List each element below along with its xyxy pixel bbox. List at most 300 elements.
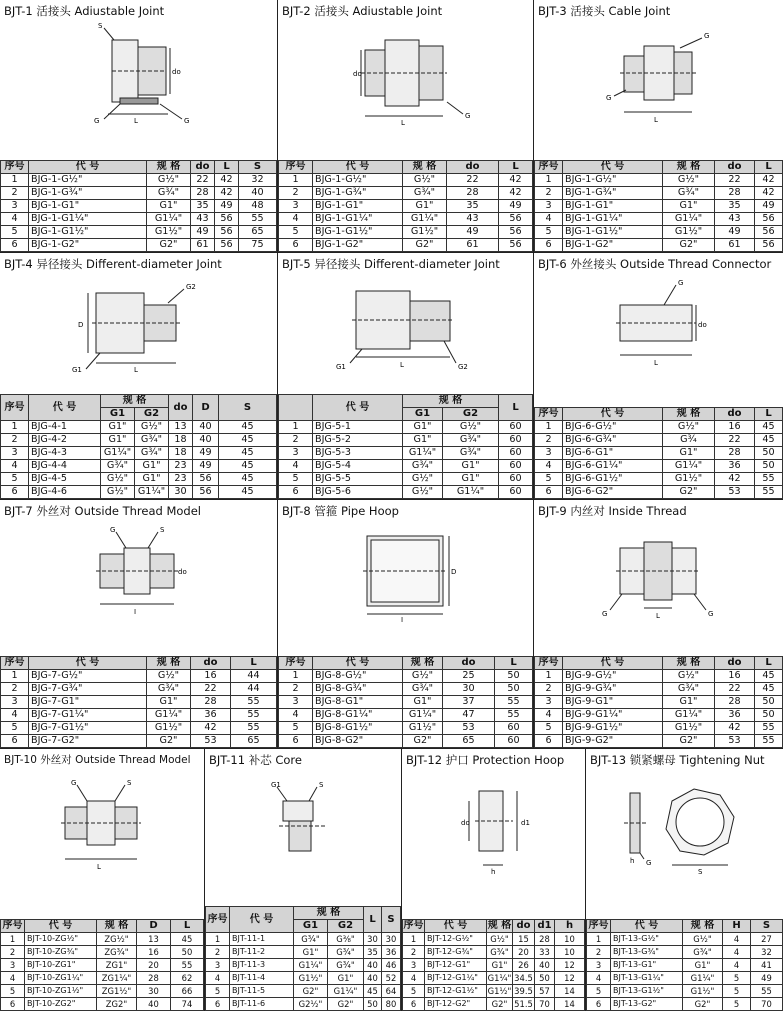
table-row: [1, 486, 277, 499]
panel-title: BJT-7 外丝对 Outside Thread Model: [4, 504, 201, 518]
table-cell: 22: [715, 683, 755, 696]
th-spec: 规 格: [403, 395, 499, 408]
table-cell: 28: [715, 696, 755, 709]
th-spec: 规 格: [147, 161, 191, 174]
dim-label: G: [93, 117, 99, 125]
table-cell: 41: [751, 959, 783, 972]
table-cell: BJT-10-ZG1¼": [25, 972, 97, 985]
table-cell: 3: [279, 200, 313, 213]
th-code: 代 号: [313, 161, 403, 174]
table-row: [1, 421, 277, 434]
panel-bjt-11: [205, 749, 402, 1011]
th-g2: G2: [443, 408, 499, 421]
table-cell: 5: [403, 985, 425, 998]
table-body: [1, 670, 277, 748]
table-cell: 10: [555, 946, 585, 959]
table-cell: G¾": [663, 683, 715, 696]
table-cell: 60: [495, 735, 533, 748]
table-cell: G¾": [663, 187, 715, 200]
th-code: 代 号: [29, 657, 147, 670]
table-cell: 27: [751, 933, 783, 946]
th-l: L: [755, 657, 783, 670]
table-cell: 28: [715, 447, 755, 460]
dim-label: G: [707, 610, 713, 618]
table-cell: BJG-9-G1¼": [563, 709, 663, 722]
table-row: [535, 421, 783, 434]
panel-title: BJT-11 补芯 Core: [209, 753, 302, 767]
table-cell: BJT-12-G1½": [425, 985, 487, 998]
table-cell: 60: [499, 486, 533, 499]
table-cell: BJT-12-G1": [425, 959, 487, 972]
table-body: [279, 670, 533, 748]
table-cell: 42: [715, 473, 755, 486]
th-spec: 规 格: [663, 657, 715, 670]
table-cell: 3: [403, 959, 425, 972]
table-row: [279, 722, 533, 735]
th-d: D: [137, 920, 171, 933]
th-no: 序号: [535, 408, 563, 421]
table-cell: 60: [499, 460, 533, 473]
th-l: L: [495, 657, 533, 670]
table-cell: BJT-11-3: [230, 959, 294, 972]
table-cell: 5: [1, 985, 25, 998]
table-cell: 3: [1, 696, 29, 709]
table-cell: 45: [755, 670, 783, 683]
table-cell: 55: [495, 709, 533, 722]
spec-table: [534, 160, 783, 252]
table-cell: 2: [279, 187, 313, 200]
table-cell: G1¼": [403, 447, 443, 460]
table-cell: 56: [499, 226, 533, 239]
table-body: [587, 933, 783, 1011]
table-cell: 50: [495, 670, 533, 683]
table-cell: 55: [171, 959, 204, 972]
table-cell: 3: [206, 959, 230, 972]
spec-table: [278, 160, 533, 252]
table-cell: 43: [715, 213, 755, 226]
table-row: [535, 722, 783, 735]
table-cell: 4: [723, 946, 751, 959]
table-cell: 49: [715, 226, 755, 239]
table-cell: BJG-8-G2": [313, 735, 403, 748]
table-cell: 55: [231, 722, 277, 735]
panel-bjt-13: [586, 749, 783, 1011]
table-cell: G1": [135, 460, 169, 473]
table-cell: BJG-6-G½": [563, 421, 663, 434]
table-cell: 53: [715, 735, 755, 748]
table-row: [279, 683, 533, 696]
dim-label: G1: [71, 366, 82, 374]
table-cell: 2: [535, 434, 563, 447]
dim-label: G2: [457, 363, 468, 371]
th-do: do: [715, 408, 755, 421]
table-cell: G1": [147, 696, 191, 709]
table-cell: BJG-5-2: [313, 434, 403, 447]
th-no: 序号: [279, 657, 313, 670]
table-body: [535, 670, 783, 748]
table-cell: 28: [715, 187, 755, 200]
table-row: [279, 735, 533, 748]
dim-label: D: [450, 568, 456, 576]
table-cell: G⅜": [328, 933, 364, 946]
th-d: D: [193, 395, 219, 421]
table-row: [1, 187, 277, 200]
table-row: [535, 434, 783, 447]
table-cell: 3: [1, 200, 29, 213]
table-cell: BJG-8-G1½": [313, 722, 403, 735]
table-cell: G½": [147, 174, 191, 187]
table-cell: 49: [447, 226, 499, 239]
table-cell: BJG-1-G1": [563, 200, 663, 213]
table-cell: 56: [755, 239, 783, 252]
table-cell: 2: [206, 946, 230, 959]
table-cell: 53: [443, 722, 495, 735]
table-cell: 16: [715, 670, 755, 683]
table-cell: 60: [499, 421, 533, 434]
th-do: do: [447, 161, 499, 174]
dim-label: L: [133, 117, 138, 125]
table-row: [279, 421, 533, 434]
table-cell: G¾": [147, 187, 191, 200]
dim-label: G: [71, 779, 77, 787]
table-cell: G2": [683, 998, 723, 1011]
table-row: [1, 946, 204, 959]
table-cell: BJG-1-G½": [563, 174, 663, 187]
table-cell: 23: [169, 473, 193, 486]
table-cell: 22: [191, 174, 215, 187]
table-cell: G1¼": [403, 213, 447, 226]
table-cell: 5: [279, 226, 313, 239]
table-cell: 42: [499, 187, 533, 200]
table-cell: 75: [239, 239, 277, 252]
table-cell: 3: [535, 696, 563, 709]
table-row: [206, 933, 401, 946]
dim-label: h: [629, 857, 634, 865]
table-row: [587, 985, 783, 998]
table-cell: 36: [715, 709, 755, 722]
table-cell: 36: [715, 460, 755, 473]
table-row: [1, 709, 277, 722]
panel-title: BJT-2 活接头 Adiustable Joint: [282, 4, 443, 18]
table-cell: G¾": [443, 447, 499, 460]
table-cell: G1": [403, 421, 443, 434]
dim-label: D: [77, 321, 83, 329]
spec-table: [586, 919, 783, 1011]
different-diameter-joint-diagram: [278, 275, 533, 375]
table-cell: 4: [535, 709, 563, 722]
table-cell: 60: [495, 722, 533, 735]
table-cell: G1½": [663, 473, 715, 486]
table-cell: BJT-13-G1½": [611, 985, 683, 998]
table-row: [1, 447, 277, 460]
table-cell: 1: [1, 670, 29, 683]
panel-title: BJT-5 异径接头 Different-diameter Joint: [282, 257, 500, 271]
dim-label: do: [171, 68, 181, 76]
table-cell: ZG2": [97, 998, 137, 1011]
table-cell: 1: [535, 174, 563, 187]
table-cell: 1: [587, 933, 611, 946]
table-cell: 22: [715, 434, 755, 447]
table-cell: 6: [535, 735, 563, 748]
table-cell: 22: [191, 683, 231, 696]
dim-label: G1: [271, 781, 281, 789]
table-cell: 56: [215, 213, 239, 226]
th-no: 序号: [535, 657, 563, 670]
table-cell: G¾": [487, 946, 513, 959]
dim-label: L: [133, 366, 138, 374]
table-cell: 42: [215, 174, 239, 187]
table-cell: 62: [171, 972, 204, 985]
panel-bjt-8: [278, 500, 534, 748]
table-cell: 45: [219, 473, 277, 486]
table-cell: 45: [755, 421, 783, 434]
table-cell: 22: [715, 174, 755, 187]
table-cell: G1": [683, 959, 723, 972]
table-cell: BJT-12-G½": [425, 933, 487, 946]
table-cell: 56: [499, 213, 533, 226]
table-cell: 6: [279, 486, 313, 499]
table-cell: 4: [535, 460, 563, 473]
table-cell: 3: [535, 200, 563, 213]
table-header: [1, 395, 277, 408]
table-cell: 6: [279, 735, 313, 748]
table-cell: 1: [535, 421, 563, 434]
table-cell: BJT-11-5: [230, 985, 294, 998]
table-cell: 34.5: [514, 973, 533, 983]
spec-table: [534, 407, 783, 499]
table-cell: G1½": [403, 722, 443, 735]
table-cell: BJT-13-G1": [611, 959, 683, 972]
table-cell: 6: [403, 998, 425, 1011]
table-cell: 32: [751, 946, 783, 959]
table-header: [587, 920, 783, 933]
table-cell: BJT-12-G2": [425, 998, 487, 1011]
dim-label: L: [97, 863, 101, 871]
table-cell: 61: [191, 239, 215, 252]
table-cell: G1¼": [663, 709, 715, 722]
table-cell: 2: [1, 187, 29, 200]
table-cell: BJT-11-6: [230, 998, 294, 1011]
table-row: [403, 985, 585, 998]
table-cell: BJG-4-1: [29, 421, 101, 434]
dim-label: G: [605, 94, 611, 102]
table-cell: G1¼": [294, 959, 328, 972]
table-cell: 6: [535, 239, 563, 252]
th-code: 代 号: [313, 395, 403, 421]
pipe-hoop-diagram: [278, 522, 533, 622]
table-cell: BJG-4-6: [29, 486, 101, 499]
table-cell: 4: [279, 460, 313, 473]
table-header: [279, 161, 533, 174]
outside-thread-model-diagram: [0, 522, 277, 622]
table-cell: 6: [1, 735, 29, 748]
table-cell: 43: [191, 213, 215, 226]
table-row: [279, 460, 533, 473]
table-cell: 53: [191, 735, 231, 748]
spec-table: [0, 160, 277, 252]
table-cell: 70: [535, 998, 555, 1011]
table-cell: G2": [663, 486, 715, 499]
th-l: L: [499, 395, 533, 421]
th-no: 序号: [588, 920, 609, 931]
dim-label: do: [460, 819, 470, 827]
th-no: 序号: [279, 161, 313, 174]
table-cell: 5: [723, 972, 751, 985]
table-cell: G½": [403, 670, 443, 683]
table-cell: 45: [364, 985, 382, 998]
table-cell: 18: [169, 447, 193, 460]
table-cell: 28: [137, 972, 171, 985]
table-cell: 3: [1, 959, 25, 972]
table-cell: 49: [755, 200, 783, 213]
panel-bjt-1: [0, 0, 278, 252]
table-cell: 2: [1, 434, 29, 447]
panel-bjt-7: [0, 500, 278, 748]
table-cell: BJG-9-G2": [563, 735, 663, 748]
table-row: [1, 959, 204, 972]
table-cell: 49: [751, 972, 783, 985]
table-row: [403, 959, 585, 972]
table-cell: G1": [101, 434, 135, 447]
table-cell: 1: [206, 933, 230, 946]
table-cell: 53: [715, 486, 755, 499]
table-cell: BJG-1-G2": [29, 239, 147, 252]
table-cell: 60: [499, 434, 533, 447]
spec-table: [0, 394, 277, 499]
th-do: do: [443, 657, 495, 670]
table-cell: 16: [715, 421, 755, 434]
th-no: 序号: [206, 907, 230, 933]
table-body: [535, 174, 783, 252]
table-cell: 45: [219, 486, 277, 499]
table-row: [535, 486, 783, 499]
table-row: [535, 447, 783, 460]
table-cell: G½": [663, 670, 715, 683]
table-cell: 5: [1, 226, 29, 239]
th-do: do: [513, 920, 535, 933]
spec-table: [0, 919, 204, 1011]
th-h: h: [555, 920, 585, 933]
table-cell: BJG-5-4: [313, 460, 403, 473]
table-cell: 5: [535, 473, 563, 486]
table-cell: 56: [215, 239, 239, 252]
table-cell: BJT-12-G¾": [425, 946, 487, 959]
th-code: 代 号: [230, 907, 294, 933]
table-cell: BJT-10-ZG2": [25, 998, 97, 1011]
table-row: [535, 239, 783, 252]
table-cell: BJG-5-5: [313, 473, 403, 486]
table-cell: G1": [328, 972, 364, 985]
table-cell: 4: [279, 213, 313, 226]
table-row: [535, 670, 783, 683]
table-cell: 50: [755, 460, 783, 473]
table-cell: 46: [382, 959, 401, 972]
table-cell: 36: [191, 709, 231, 722]
table-cell: BJG-4-3: [29, 447, 101, 460]
table-cell: G1½": [403, 226, 447, 239]
table-cell: BJG-1-G¾": [563, 187, 663, 200]
table-cell: 74: [171, 998, 204, 1011]
table-cell: 56: [755, 226, 783, 239]
spec-table: [205, 906, 401, 1011]
dim-label: S: [127, 779, 132, 787]
dim-label: G2: [185, 283, 196, 291]
table-cell: G½": [403, 473, 443, 486]
table-cell: 5: [279, 473, 313, 486]
dim-label: L: [400, 119, 405, 127]
panel-title: BJT-1 活接头 Adiustable Joint: [4, 4, 165, 18]
table-cell: 44: [231, 683, 277, 696]
th-s: S: [382, 907, 401, 933]
table-cell: 2: [1, 683, 29, 696]
table-cell: 5: [535, 722, 563, 735]
table-cell: G1": [443, 473, 499, 486]
table-header: [279, 395, 533, 408]
table-row: [403, 946, 585, 959]
table-row: [587, 933, 783, 946]
table-cell: BJT-11-4: [230, 972, 294, 985]
th-code: 代 号: [563, 161, 663, 174]
table-header: [206, 907, 401, 920]
dim-label: G: [464, 112, 470, 120]
dim-label: S: [319, 781, 324, 789]
table-cell: 5: [723, 998, 751, 1011]
table-cell: G1¼": [663, 213, 715, 226]
table-cell: 42: [191, 722, 231, 735]
table-cell: 30: [443, 683, 495, 696]
panel-bjt-5: [278, 253, 534, 499]
table-cell: 61: [715, 239, 755, 252]
table-cell: 56: [499, 239, 533, 252]
table-cell: 1: [1, 421, 29, 434]
th-no: 序号: [535, 161, 563, 174]
table-cell: G¾: [663, 434, 715, 447]
table-row: [279, 213, 533, 226]
table-row: [1, 735, 277, 748]
th-g1: G1: [294, 920, 328, 933]
table-cell: BJG-1-G1": [29, 200, 147, 213]
table-cell: G1": [663, 447, 715, 460]
cable-joint-diagram: [534, 22, 783, 127]
table-cell: 55: [239, 213, 277, 226]
table-cell: 12: [555, 972, 585, 985]
table-cell: 4: [1, 460, 29, 473]
table-cell: G2": [403, 239, 447, 252]
table-cell: 45: [755, 434, 783, 447]
table-header: [1, 657, 277, 670]
table-row: [279, 187, 533, 200]
dim-label: S: [97, 22, 102, 30]
table-row: [279, 709, 533, 722]
dim-label: G: [677, 279, 683, 287]
table-cell: BJG-9-G½": [563, 670, 663, 683]
table-cell: BJG-7-G1½": [29, 722, 147, 735]
table-cell: 6: [206, 998, 230, 1011]
table-row: [279, 670, 533, 683]
dim-label: L: [655, 612, 660, 620]
table-cell: 45: [219, 434, 277, 447]
dim-label: h: [490, 868, 495, 876]
table-cell: 3: [279, 696, 313, 709]
table-cell: 30: [137, 985, 171, 998]
spec-table: [278, 394, 533, 499]
table-cell: 80: [382, 998, 401, 1011]
dim-label: G: [183, 117, 189, 125]
table-cell: G1": [443, 460, 499, 473]
table-cell: 40: [364, 972, 382, 985]
table-cell: G¾": [443, 434, 499, 447]
table-row: [279, 239, 533, 252]
